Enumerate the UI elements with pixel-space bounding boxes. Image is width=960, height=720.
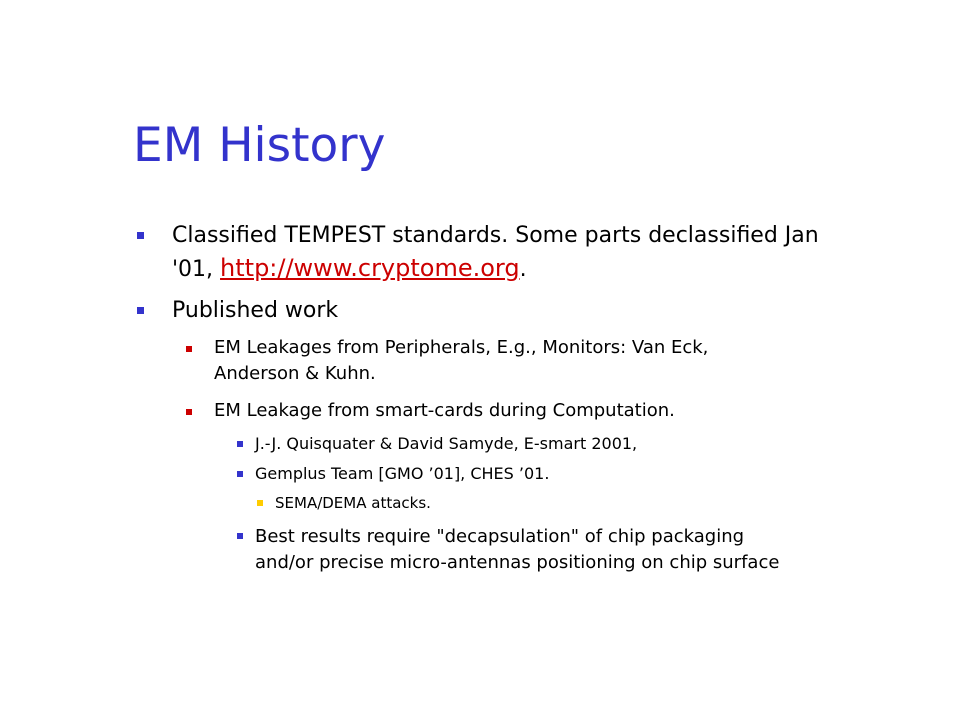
square-bullet-icon bbox=[237, 533, 243, 539]
square-bullet-icon bbox=[137, 232, 144, 239]
square-bullet-icon bbox=[237, 471, 243, 477]
cryptome-link[interactable]: http://www.cryptome.org bbox=[220, 254, 520, 282]
slide-title: EM History bbox=[133, 118, 386, 173]
bullet-text-prefix: '01, bbox=[172, 257, 221, 282]
square-bullet-icon bbox=[137, 307, 144, 314]
square-bullet-icon bbox=[186, 346, 192, 352]
bullet-text: Published work bbox=[172, 298, 339, 323]
bullet-text: SEMA/DEMA attacks. bbox=[275, 494, 431, 512]
square-bullet-icon bbox=[186, 409, 192, 415]
bullet-text-line: Best results require "decapsulation" of chip packaging bbox=[255, 526, 745, 547]
bullet-text: Gemplus Team [GMO ’01], CHES ’01. bbox=[255, 464, 550, 483]
square-bullet-icon bbox=[237, 441, 243, 447]
bullet-text-suffix: . bbox=[519, 257, 527, 282]
bullet-text: J.-J. Quisquater & David Samyde, E-smart 2001, bbox=[255, 434, 638, 453]
square-bullet-icon bbox=[257, 500, 263, 506]
bullet-text: EM Leakage from smart-cards during Computation. bbox=[214, 400, 675, 421]
bullet-text-line: EM Leakages from Peripherals, E.g., Monitors: Van Eck, bbox=[214, 337, 709, 358]
bullet-text-line: Anderson & Kuhn. bbox=[214, 363, 376, 384]
bullet-text-line: Classified TEMPEST standards. Some parts declassified Jan bbox=[172, 223, 819, 248]
bullet-text-line bbox=[172, 252, 527, 286]
bullet-text-line: and/or precise micro-antennas positioning on chip surface bbox=[255, 552, 780, 573]
